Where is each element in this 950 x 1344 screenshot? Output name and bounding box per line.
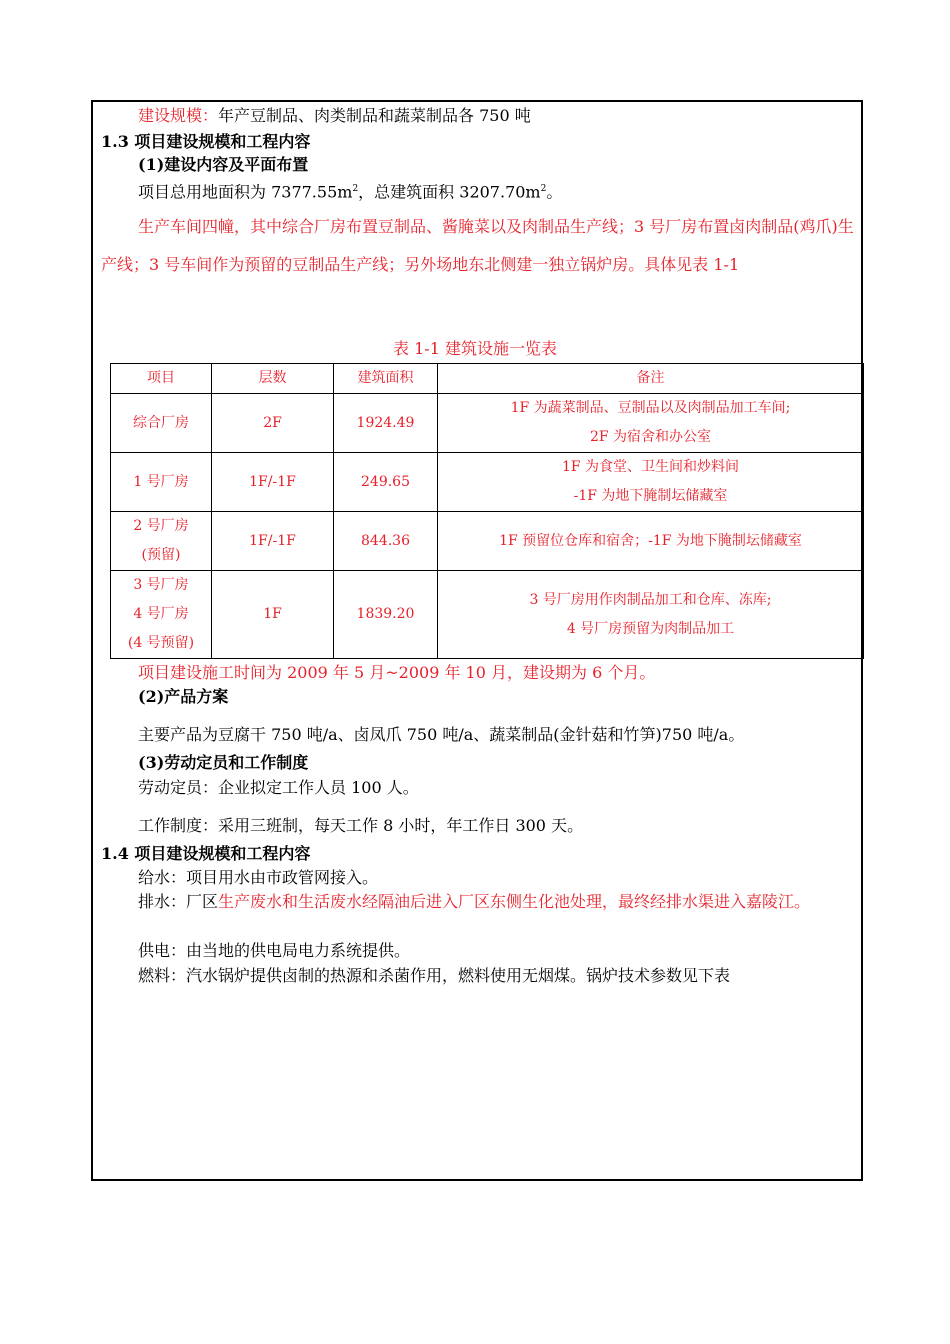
products-text: 主要产品为豆腐干 750 吨/a、卤凤爪 750 吨/a、蔬菜制品(金针菇和竹笋)750 吨/a。	[138, 725, 745, 744]
area-land: 项目总用地面积为 7377.55m	[138, 182, 353, 202]
labor-system: 工作制度：采用三班制，每天工作 8 小时，年工作日 300 天。	[138, 816, 584, 835]
cell-note: 3 号厂房用作肉制品加工和仓库、冻库; 4 号厂房预留为肉制品加工	[438, 571, 864, 659]
cell-area: 1839.20	[334, 571, 438, 659]
cell-floors: 1F/-1F	[212, 453, 334, 512]
drainage-detail: 生产废水和生活废水经隔油后进入厂区东侧生化池处理，最终经排水渠进入嘉陵江。	[218, 892, 811, 911]
table-row	[111, 512, 864, 571]
subheading-layout: (1)建设内容及平面布置	[138, 155, 309, 174]
cell-item: 2 号厂房 (预留)	[111, 512, 212, 571]
layout-paragraph: 生产车间四幢，其中综合厂房布置豆制品、酱腌菜以及肉制品生产线；3 号厂房布置卤肉制品(鸡爪)生产线；3 号车间作为预留的豆制品生产线；另外场地东北侧建一独立锅炉房。具体见表 1-1	[101, 217, 854, 274]
cell-floors: 1F/-1F	[212, 512, 334, 571]
products-heading: (2)产品方案	[138, 687, 229, 706]
sup-2b: 2	[540, 184, 547, 194]
water-supply-line: 给水：项目用水由市政管网接入。	[138, 868, 379, 887]
section-1-3-heading: 1.3 项目建设规模和工程内容	[101, 132, 311, 151]
sup-2: 2	[352, 184, 359, 194]
cell-floors: 1F	[212, 571, 334, 659]
cell-item: 综合厂房	[111, 394, 212, 453]
header-note: 备注	[438, 364, 864, 394]
area-end: 。	[546, 182, 563, 202]
table-caption: 表 1-1 建筑设施一览表	[393, 339, 557, 358]
cell-area: 249.65	[334, 453, 438, 512]
schedule-line: 项目建设施工时间为 2009 年 5 月~2009 年 10 月，建设期为 6 个月。	[138, 663, 656, 682]
area-building: ，总建筑面积 3207.70m	[358, 182, 541, 202]
cell-note: 1F 为食堂、卫生间和炒料间 -1F 为地下腌制坛储藏室	[438, 453, 864, 512]
cell-item: 1 号厂房	[111, 453, 212, 512]
scale-text: 年产豆制品、肉类制品和蔬菜制品各 750 吨	[218, 106, 531, 125]
table-row	[111, 571, 864, 659]
drainage-paragraph	[101, 890, 859, 914]
power-line: 供电：由当地的供电局电力系统提供。	[138, 941, 411, 960]
section-1-4-heading: 1.4 项目建设规模和工程内容	[101, 844, 311, 863]
labor-heading: (3)劳动定员和工作制度	[138, 753, 309, 772]
labor-staff: 劳动定员：企业拟定工作人员 100 人。	[138, 778, 419, 797]
area-line	[138, 178, 562, 203]
table-row	[111, 394, 864, 453]
header-item: 项目	[111, 364, 212, 394]
cell-floors: 2F	[212, 394, 334, 453]
fuel-line: 燃料：汽水锅炉提供卤制的热源和杀菌作用，燃料使用无烟煤。锅炉技术参数见下表	[138, 966, 731, 985]
header-floors: 层数	[212, 364, 334, 394]
scale-line	[138, 105, 531, 127]
cell-note: 1F 为蔬菜制品、豆制品以及肉制品加工车间; 2F 为宿舍和办公室	[438, 394, 864, 453]
table-header-row	[111, 364, 864, 394]
drainage-prefix: 排水：厂区	[138, 892, 219, 911]
scale-prefix: 建设规模：	[138, 106, 219, 125]
building-table	[110, 363, 864, 659]
cell-area: 1924.49	[334, 394, 438, 453]
header-area: 建筑面积	[334, 364, 438, 394]
cell-area: 844.36	[334, 512, 438, 571]
cell-note: 1F 预留位仓库和宿舍；-1F 为地下腌制坛储藏室	[438, 512, 864, 571]
cell-item: 3 号厂房 4 号厂房 (4 号预留)	[111, 571, 212, 659]
table-row	[111, 453, 864, 512]
